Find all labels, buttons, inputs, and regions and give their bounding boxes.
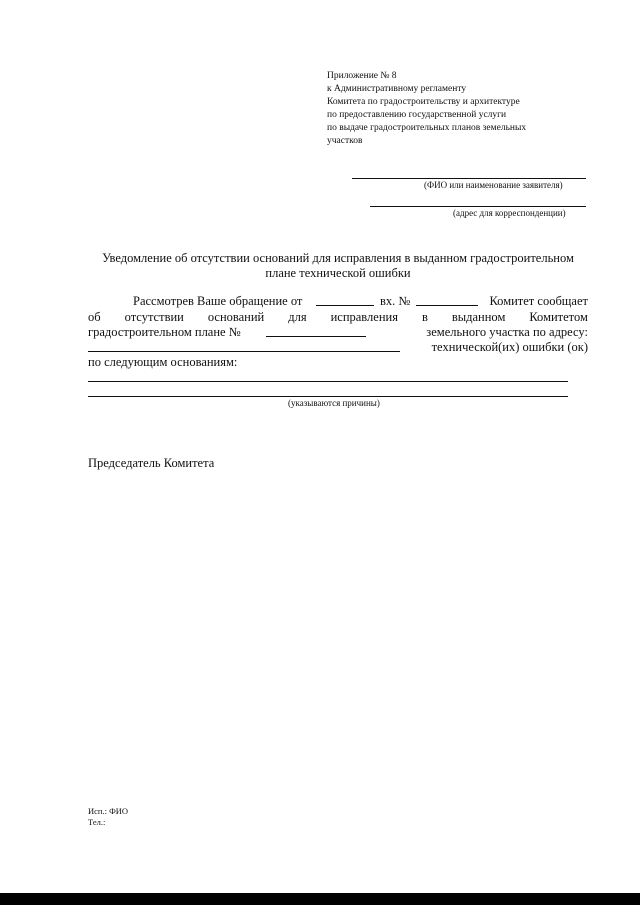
reasons-line-1 <box>88 381 568 382</box>
applicant-address-line <box>370 206 586 207</box>
appendix-line: участков <box>327 136 363 146</box>
phone-label: Тел.: <box>88 817 106 827</box>
appendix-line: к Административному регламенту <box>327 84 467 94</box>
reasons-caption: (указываются причины) <box>288 398 380 408</box>
body-text: градостроительном плане № <box>88 325 241 339</box>
appendix-line: Комитета по градостроительству и архитектуре <box>327 97 520 107</box>
body-word: выданном <box>451 310 506 324</box>
body-line-2 <box>88 310 588 324</box>
appendix-line: Приложение № 8 <box>327 71 397 81</box>
applicant-address-caption: (адрес для корреспонденции) <box>453 208 566 218</box>
body-line-5: по следующим основаниям: <box>88 355 238 369</box>
date-blank <box>316 294 374 306</box>
executor-label: Исп.: ФИО <box>88 806 129 816</box>
footer-contacts <box>88 806 128 828</box>
applicant-name-line <box>352 178 586 179</box>
body-word: исправления <box>330 310 398 324</box>
appendix-header <box>327 70 526 148</box>
plan-number-blank <box>266 325 366 337</box>
body-word: отсутствии <box>124 310 184 324</box>
body-text: технической(их) ошибки (ок) <box>431 340 588 354</box>
reg-number-blank <box>416 294 478 306</box>
body-word: об <box>88 310 101 324</box>
body-word: в <box>421 310 428 324</box>
address-blank <box>88 340 400 352</box>
body-text: вх. № <box>380 294 411 308</box>
appendix-line: по выдаче градостроительных планов земельных <box>327 123 527 133</box>
appendix-line: по предоставлению государственной услуги <box>327 110 507 120</box>
body-text: Рассмотрев Ваше обращение от <box>133 294 303 308</box>
document-title: Уведомление об отсутствии оснований для исправления в выданном градостроительном плане технической ошибки <box>102 251 574 280</box>
body-word: оснований <box>207 310 265 324</box>
reasons-line-2 <box>88 396 568 397</box>
body-text: Комитет сообщает <box>489 294 588 308</box>
body-word: для <box>288 310 307 324</box>
scan-bottom-edge <box>0 893 640 905</box>
body-text: земельного участка по адресу: <box>426 325 588 339</box>
applicant-name-caption: (ФИО или наименование заявителя) <box>424 180 563 190</box>
body-word: Комитетом <box>529 310 588 324</box>
signature-title: Председатель Комитета <box>88 456 215 470</box>
